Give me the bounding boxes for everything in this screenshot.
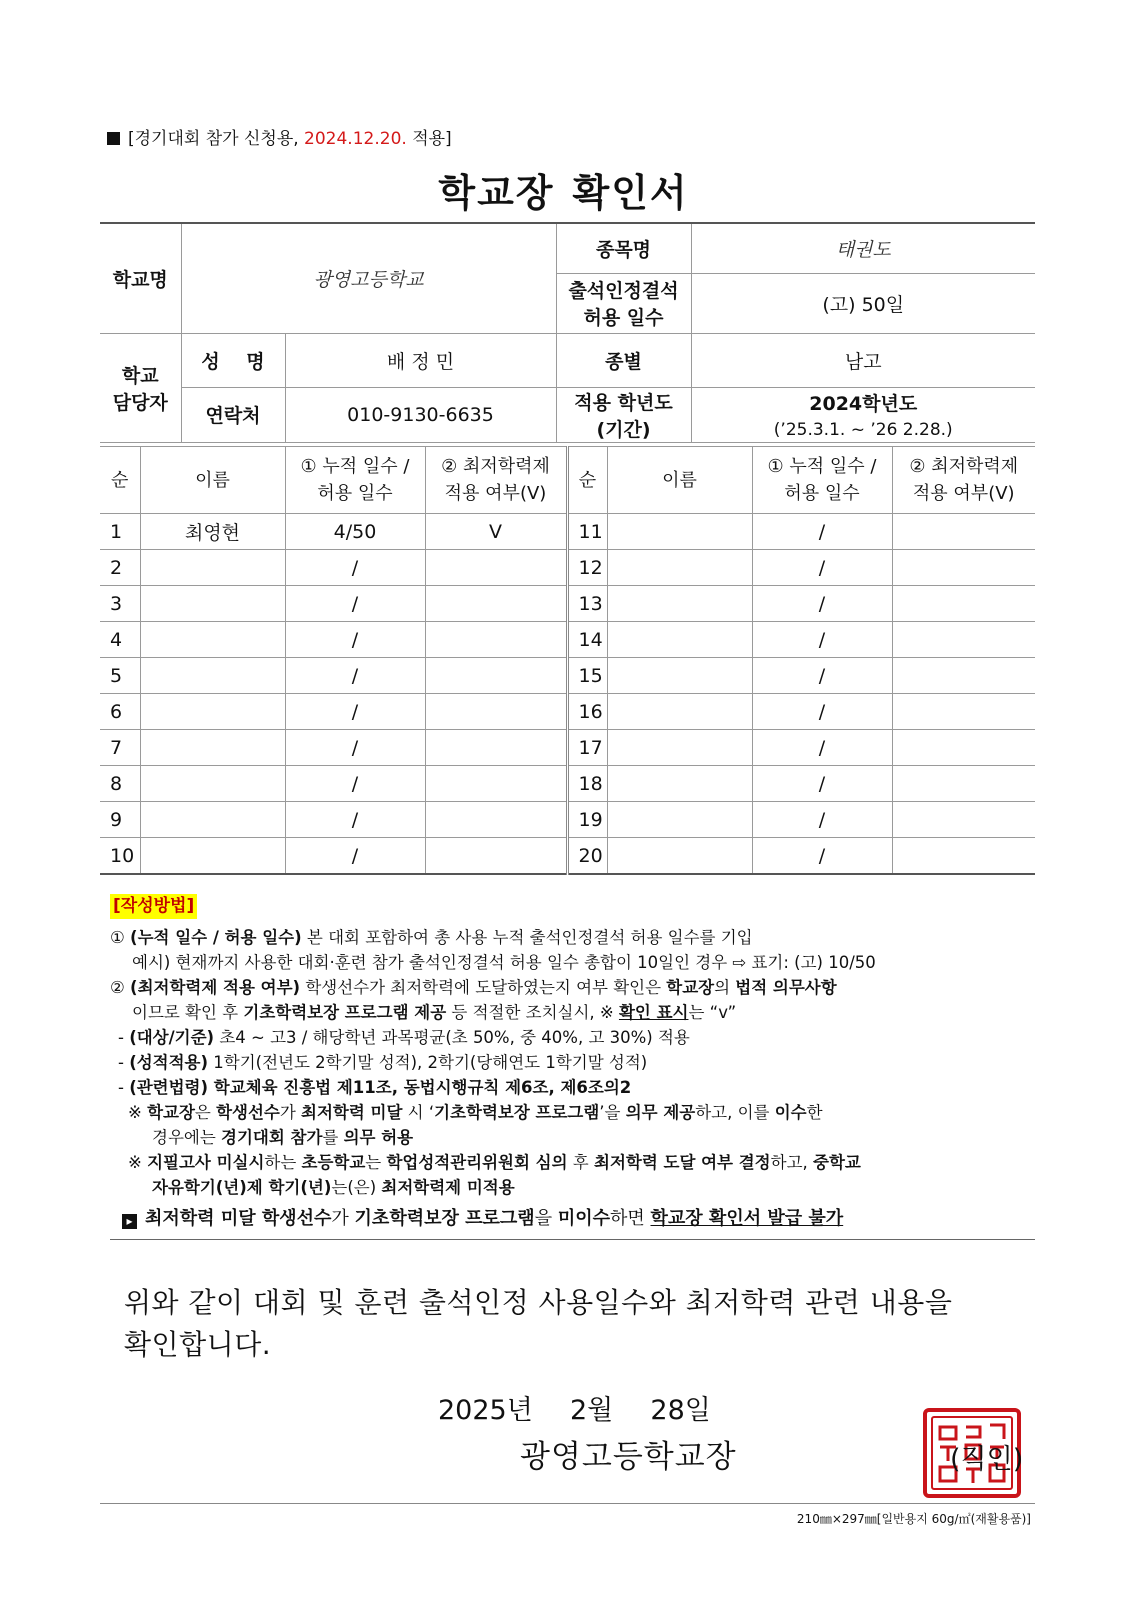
row-number: 2 <box>100 550 140 586</box>
school-label: 학교명 <box>100 223 181 333</box>
manager-name: 배 정 민 <box>285 333 556 387</box>
accumulated-days: / <box>285 766 425 802</box>
student-name <box>607 622 752 658</box>
student-name <box>140 622 285 658</box>
header-seq: 순 <box>567 447 607 514</box>
final-warning: ▸ 최저학력 미달 학생선수가 기초학력보장 프로그램을 미이수하면 학교장 확인서 발급 불가 <box>110 1206 1035 1231</box>
accumulated-days: / <box>752 586 892 622</box>
paper-spec-note: 210㎜×297㎜[일반용지 60g/㎡(재활용품)] <box>796 1512 1031 1526</box>
instructions-section <box>110 893 1035 1240</box>
accumulated-days: / <box>752 694 892 730</box>
year-value: 2024학년도 (’25.3.1. ~ ’26 2.28.) <box>691 387 1035 442</box>
type-label: 종별 <box>556 333 691 387</box>
row-number: 6 <box>100 694 140 730</box>
student-name <box>607 550 752 586</box>
row-number: 9 <box>100 802 140 838</box>
row-number: 10 <box>100 838 140 875</box>
student-name <box>140 550 285 586</box>
instruction-1-example: 예시) 현재까지 사용한 대회·훈련 참가 출석인정결석 허용 일수 총합이 10일인 경우 ⇨ 표기: (고) 10/50 <box>132 953 876 972</box>
student-list-table <box>100 446 1035 875</box>
accumulated-days: 4/50 <box>285 514 425 550</box>
instruction-1: ① (누적 일수 / 허용 일수) 본 대회 포함하여 총 사용 누적 출석인정결석 허용 일수를 기입 <box>110 928 753 947</box>
accumulated-days: / <box>752 838 892 875</box>
accumulated-days: / <box>752 766 892 802</box>
min-grade-check <box>425 838 567 875</box>
detail-target: - (대상/기준) 초4 ~ 고3 / 해당학년 과목평균(초 50%, 중 40%, 고 30%) 적용 <box>118 1028 690 1047</box>
school-info-table <box>100 222 1035 443</box>
page-title: 학교장 확인서 <box>438 171 689 215</box>
header-seq: 순 <box>100 447 140 514</box>
accumulated-days: / <box>752 622 892 658</box>
instruction-2-cont: 이므로 확인 후 기초학력보장 프로그램 제공 등 적절한 조치실시, ※ 확인 표시는 “v” <box>132 1003 737 1022</box>
row-number: 17 <box>567 730 607 766</box>
accumulated-days: / <box>285 838 425 875</box>
min-grade-check <box>425 766 567 802</box>
instructions-tag: [작성방법] <box>110 894 197 919</box>
applied-date: 2024.12.20. <box>304 129 407 149</box>
student-name <box>140 766 285 802</box>
header-min-grade: ② 최저학력제 적용 여부(V) <box>425 447 567 514</box>
min-grade-check <box>892 550 1035 586</box>
min-grade-check <box>892 658 1035 694</box>
header-min-grade: ② 최저학력제 적용 여부(V) <box>892 447 1035 514</box>
min-grade-check <box>425 730 567 766</box>
table-row <box>100 586 1035 622</box>
detail-grades: - (성적적용) 1학기(전년도 2학기말 성적), 2학기(당해연도 1학기말 성적) <box>118 1053 648 1072</box>
instruction-2: ② (최저학력제 적용 여부) 학생선수가 최저학력에 도달하였는지 여부 확인은 학교장의 법적 의무사항 <box>110 978 837 997</box>
table-row <box>100 550 1035 586</box>
table-row <box>100 766 1035 802</box>
accumulated-days: / <box>752 802 892 838</box>
min-grade-check <box>892 730 1035 766</box>
table-row <box>100 838 1035 875</box>
sport-label: 종목명 <box>556 223 691 273</box>
student-name <box>140 694 285 730</box>
confirmation-text: 위와 같이 대회 및 훈련 출석인정 사용일수와 최저학력 관련 내용을 확인합니다. <box>124 1286 953 1361</box>
min-grade-check <box>892 838 1035 875</box>
min-grade-check <box>425 622 567 658</box>
year-label: 적용 학년도 (기간) <box>556 387 691 442</box>
header-days: ① 누적 일수 / 허용 일수 <box>285 447 425 514</box>
accumulated-days: / <box>285 586 425 622</box>
student-name <box>607 514 752 550</box>
row-number: 5 <box>100 658 140 694</box>
student-name <box>140 586 285 622</box>
footer-divider <box>100 1503 1035 1504</box>
row-number: 20 <box>567 838 607 875</box>
table-row <box>100 730 1035 766</box>
accumulated-days: / <box>285 550 425 586</box>
student-name <box>140 658 285 694</box>
principal-title: 광영고등학교장 <box>520 1439 737 1475</box>
student-name <box>607 766 752 802</box>
min-grade-check <box>892 802 1035 838</box>
accumulated-days: / <box>285 622 425 658</box>
table-row <box>100 658 1035 694</box>
note-2-cont: 자유학기(년)제 학기(년)는(은) 최저학력제 미적용 <box>152 1178 515 1197</box>
student-name <box>140 730 285 766</box>
table-row <box>100 802 1035 838</box>
table-row <box>100 514 1035 550</box>
allow-days-value: (고) 50일 <box>691 273 1035 333</box>
detail-laws: - (관련법령) 학교체육 진흥법 제11조, 동법시행규칙 제6조, 제6조의2 <box>118 1078 632 1097</box>
min-grade-check <box>425 550 567 586</box>
type-value: 남고 <box>691 333 1035 387</box>
manager-label: 학교 담당자 <box>100 333 181 442</box>
row-number: 3 <box>100 586 140 622</box>
row-number: 19 <box>567 802 607 838</box>
min-grade-check <box>425 802 567 838</box>
student-name <box>607 658 752 694</box>
note-1-cont: 경우에는 경기대회 참가를 의무 허용 <box>152 1128 414 1147</box>
seal-label: (직인) <box>950 1444 1024 1475</box>
accumulated-days: / <box>285 694 425 730</box>
row-number: 14 <box>567 622 607 658</box>
section-divider <box>110 1239 1035 1240</box>
accumulated-days: / <box>752 730 892 766</box>
row-number: 13 <box>567 586 607 622</box>
row-number: 18 <box>567 766 607 802</box>
note-2: ※ 지필고사 미실시하는 초등학교는 학업성적관리위원회 심의 후 최저학력 도달 여부 결정하고, 중학교 <box>128 1153 861 1172</box>
issue-date: 2025년 2월 28일 <box>438 1395 711 1426</box>
name-label: 성 명 <box>181 333 285 387</box>
row-number: 7 <box>100 730 140 766</box>
min-grade-check <box>892 694 1035 730</box>
accumulated-days: / <box>285 658 425 694</box>
sport-value: 태권도 <box>691 223 1035 273</box>
student-name <box>607 730 752 766</box>
form-usage-note: [경기대회 참가 신청용, 2024.12.20. 적용] <box>107 124 452 149</box>
min-grade-check <box>892 766 1035 802</box>
contact-label: 연락처 <box>181 387 285 442</box>
student-name <box>607 694 752 730</box>
header-name: 이름 <box>140 447 285 514</box>
student-name <box>140 838 285 875</box>
row-number: 15 <box>567 658 607 694</box>
student-name: 최영현 <box>140 514 285 550</box>
row-number: 11 <box>567 514 607 550</box>
contact-value: 010-9130-6635 <box>285 387 556 442</box>
row-number: 12 <box>567 550 607 586</box>
table-row <box>100 622 1035 658</box>
min-grade-check <box>892 586 1035 622</box>
row-number: 16 <box>567 694 607 730</box>
student-name <box>607 838 752 875</box>
min-grade-check: V <box>425 514 567 550</box>
row-number: 1 <box>100 514 140 550</box>
student-name <box>140 802 285 838</box>
min-grade-check <box>425 658 567 694</box>
student-name <box>607 586 752 622</box>
accumulated-days: / <box>752 658 892 694</box>
row-number: 8 <box>100 766 140 802</box>
accumulated-days: / <box>752 514 892 550</box>
min-grade-check <box>892 622 1035 658</box>
table-row <box>100 694 1035 730</box>
header-days: ① 누적 일수 / 허용 일수 <box>752 447 892 514</box>
arrow-box-icon: ▸ <box>122 1214 137 1229</box>
school-value: 광영고등학교 <box>181 223 556 333</box>
square-bullet-icon <box>107 132 120 145</box>
note-1: ※ 학교장은 학생선수가 최저학력 미달 시 ‘기초학력보장 프로그램’을 의무 제공하고, 이를 이수한 <box>128 1103 823 1122</box>
accumulated-days: / <box>285 802 425 838</box>
header-name: 이름 <box>607 447 752 514</box>
student-name <box>607 802 752 838</box>
min-grade-check <box>892 514 1035 550</box>
min-grade-check <box>425 586 567 622</box>
row-number: 4 <box>100 622 140 658</box>
min-grade-check <box>425 694 567 730</box>
accumulated-days: / <box>285 730 425 766</box>
accumulated-days: / <box>752 550 892 586</box>
allow-days-label: 출석인정결석 허용 일수 <box>556 273 691 333</box>
